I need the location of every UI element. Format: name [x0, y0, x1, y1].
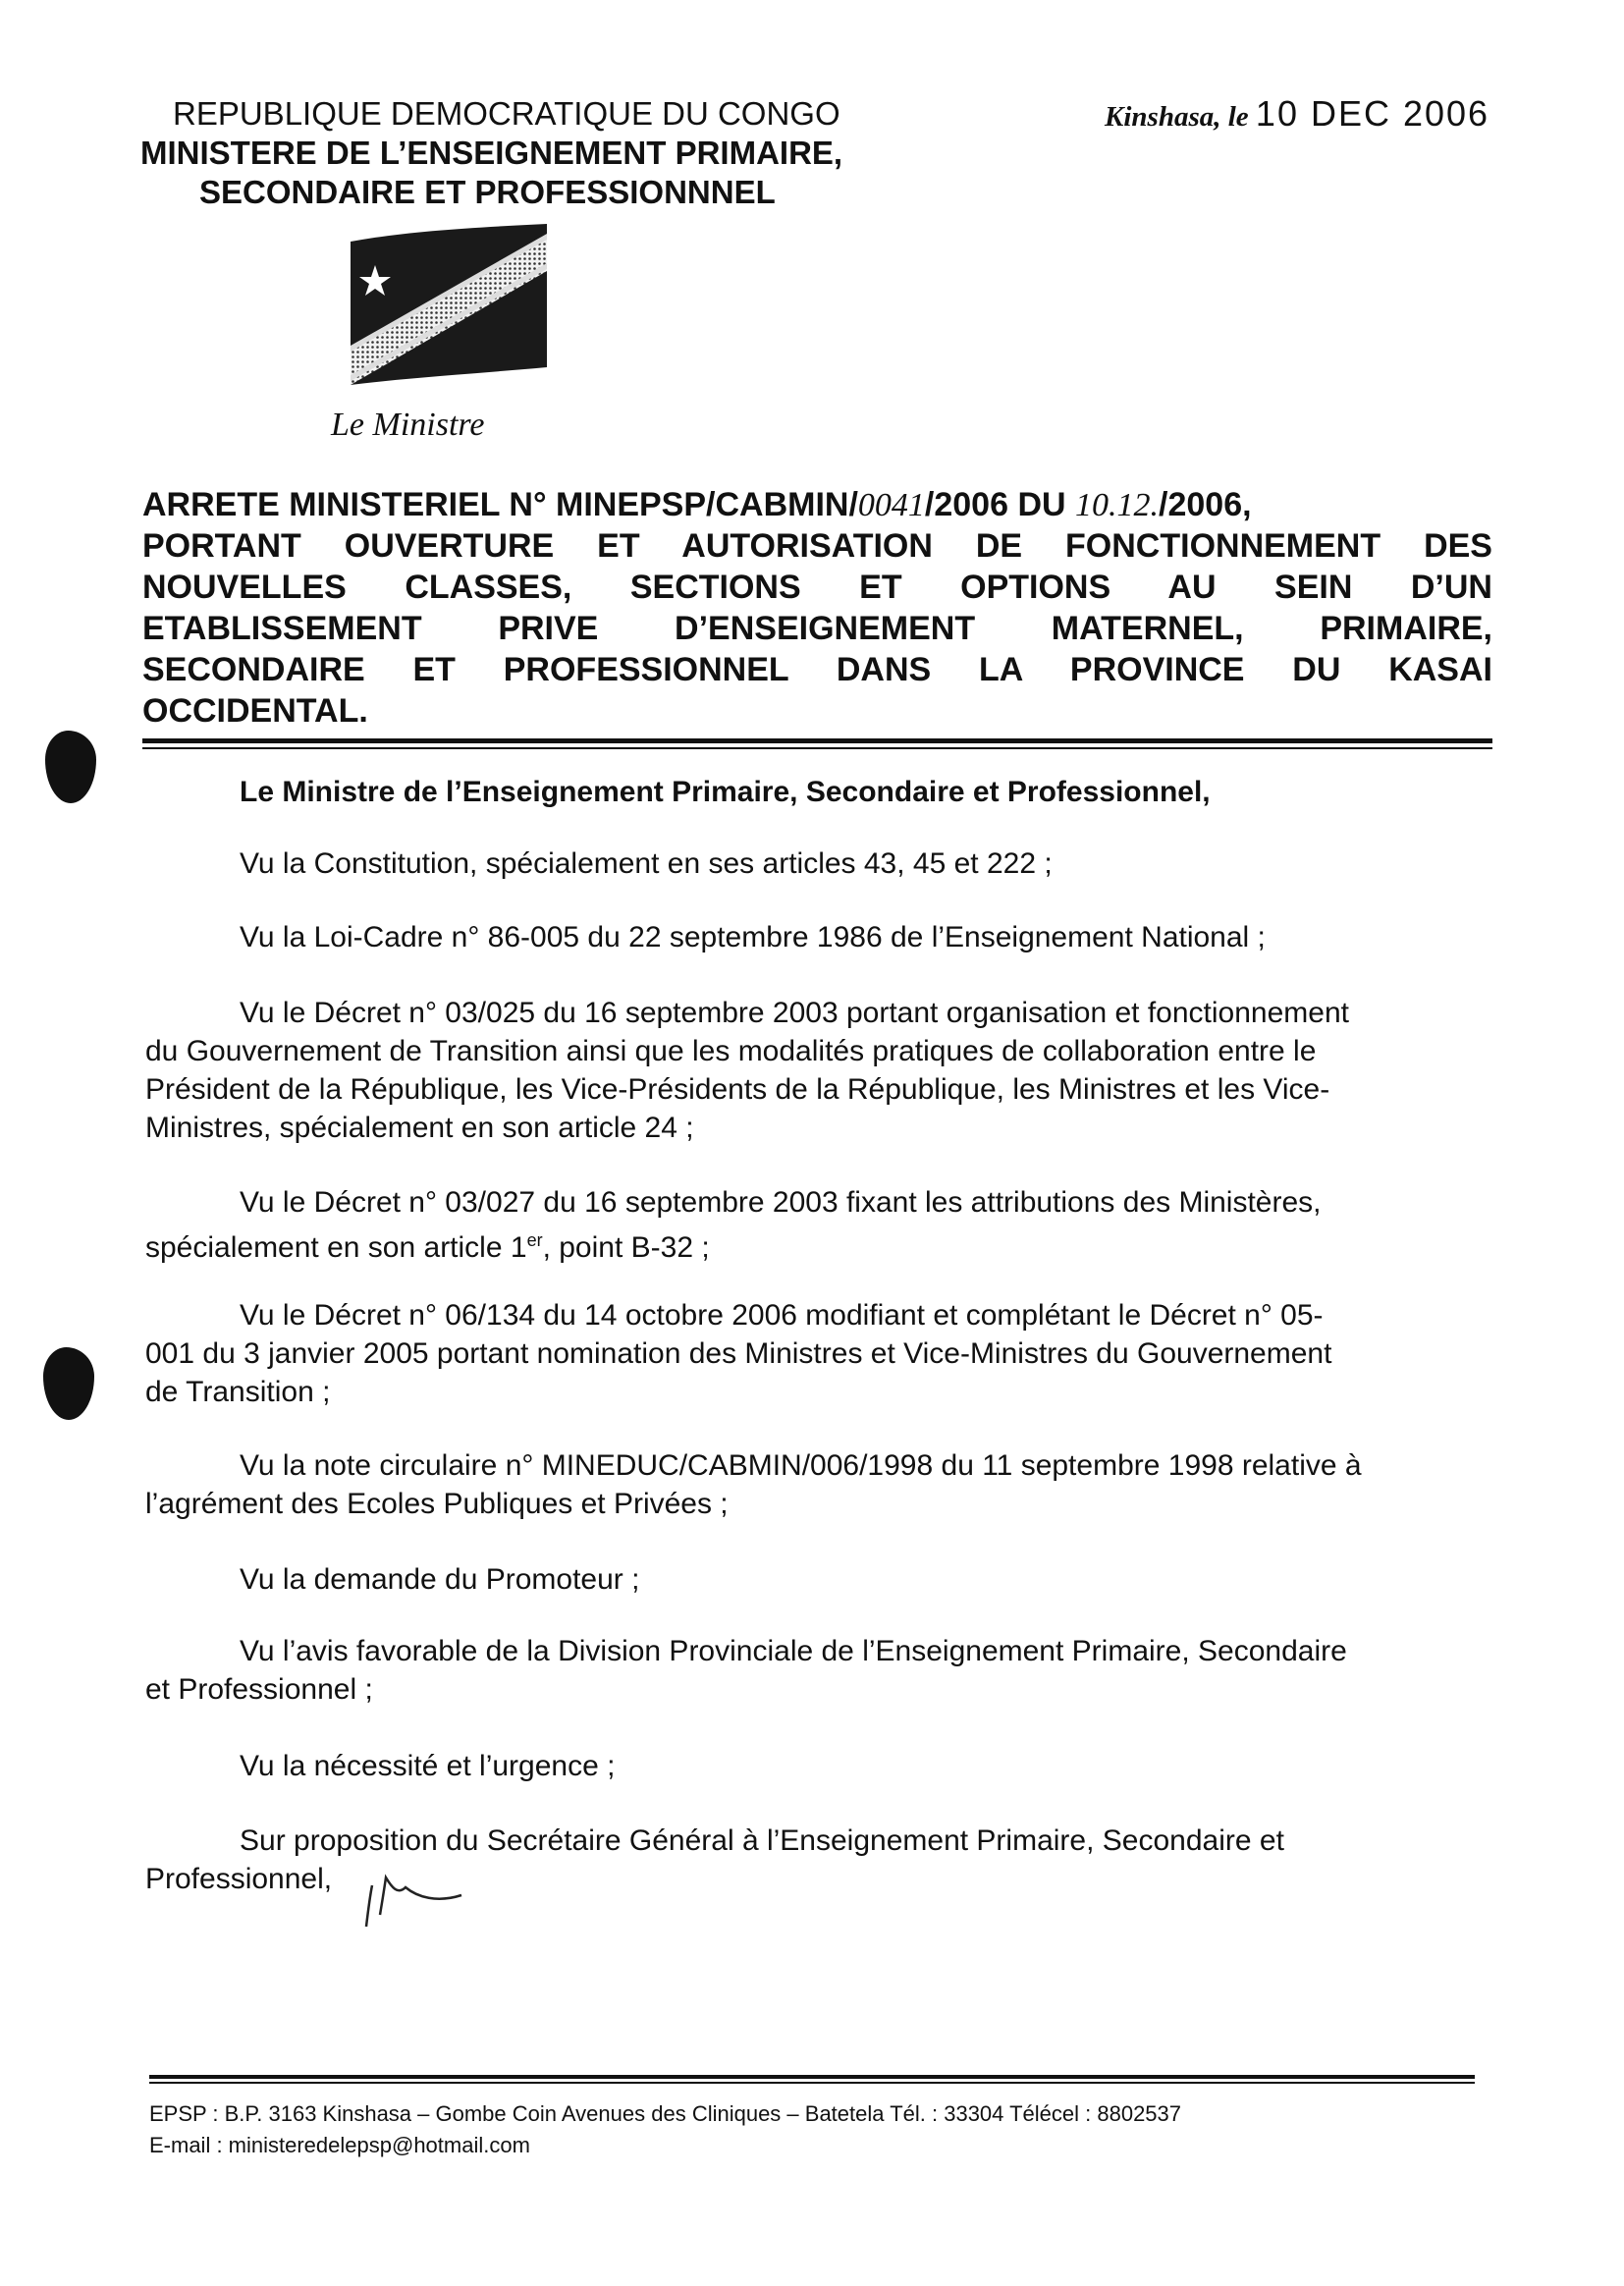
date-prefix: Kinshasa, le [1105, 101, 1249, 133]
minister-intro: Le Ministre de l’Enseignement Primaire, Secondaire et Professionnel, [240, 776, 1211, 808]
para-urgence: Vu la nécessité et l’urgence ; [240, 1750, 616, 1782]
para-proposition: Sur proposition du Secrétaire Général à l’Enseignement Primaire, Secondaire et Professionnel, [145, 1824, 1284, 1895]
date-stamp: 10 DEC 2006 [1255, 93, 1490, 134]
title-line-6: OCCIDENTAL. [142, 692, 368, 730]
para-decret-03-025: Vu le Décret n° 03/025 du 16 septembre 2003 portant organisation et fonctionnement du Gouvernement de Transition ainsi que les modalités pratiques de collaboration entre le Président de la République, les Vice-Présidents de la République, les Ministres et les Vice- Ministres, spécialement en son article 24 ; [145, 997, 1349, 1144]
title-divider-thin [142, 747, 1492, 749]
title-line-2: PORTANT OUVERTURE ET AUTORISATION DE FONCTIONNEMENT DES [142, 527, 1492, 565]
decree-title [142, 484, 1492, 732]
date-line [1105, 93, 1489, 135]
handwritten-initials [358, 1866, 466, 1934]
title-divider-thick [142, 738, 1492, 743]
footer-address: EPSP : B.P. 3163 Kinshasa – Gombe Coin Avenues des Cliniques – Batetela Tél. : 33304 Télécel : 8802537 [149, 2101, 1182, 2126]
country-name: REPUBLIQUE DEMOCRATIQUE DU CONGO [173, 95, 840, 132]
punch-hole-mark [45, 731, 96, 803]
drc-flag-icon [346, 220, 552, 389]
ministry-name-line1: MINISTERE DE L’ENSEIGNEMENT PRIMAIRE, [140, 135, 843, 171]
title-line-3: NOUVELLES CLASSES, SECTIONS ET OPTIONS AU SEIN D’UN [142, 569, 1492, 606]
signatory-title: Le Ministre [331, 407, 485, 443]
para-constitution: Vu la Constitution, spécialement en ses articles 43, 45 et 222 ; [240, 847, 1053, 880]
title-line-4: ETABLISSEMENT PRIVE D’ENSEIGNEMENT MATERNEL, PRIMAIRE, [142, 610, 1492, 647]
footer-email: E-mail : ministeredelepsp@hotmail.com [149, 2133, 530, 2157]
para-decret-06-134: Vu le Décret n° 06/134 du 14 octobre 2006 modifiant et complétant le Décret n° 05- 001 du 3 janvier 2005 portant nomination des Ministres et Vice-Ministres du Gouvernement de Transition ; [145, 1299, 1332, 1408]
handwritten-number: 0041 [857, 487, 925, 523]
title-line-1: ARRETE MINISTERIEL N° MINEPSP/CABMIN/0041/2006 DU 10.12./2006, [142, 486, 1252, 523]
para-decret-03-027: Vu le Décret n° 03/027 du 16 septembre 2003 fixant les attributions des Ministères, spécialement en son article 1er, point B-32 ; [145, 1186, 1322, 1264]
footer-divider-thin [149, 2082, 1475, 2084]
ministry-name-line2: SECONDAIRE ET PROFESSIONNNEL [199, 174, 776, 210]
title-line-5: SECONDAIRE ET PROFESSIONNEL DANS LA PROVINCE DU KASAI [142, 651, 1492, 688]
footer-divider-thick [149, 2075, 1475, 2079]
para-demande: Vu la demande du Promoteur ; [240, 1563, 640, 1596]
para-note-circulaire: Vu la note circulaire n° MINEDUC/CABMIN/006/1998 du 11 septembre 1998 relative à l’agrément des Ecoles Publiques et Privées ; [145, 1449, 1362, 1520]
para-avis-favorable: Vu l’avis favorable de la Division Provinciale de l’Enseignement Primaire, Secondaire et Professionnel ; [145, 1635, 1347, 1706]
handwritten-date: 10.12. [1075, 487, 1160, 523]
para-loi-cadre: Vu la Loi-Cadre n° 86-005 du 22 septembre 1986 de l’Enseignement National ; [240, 921, 1266, 953]
punch-hole-mark [43, 1347, 94, 1420]
